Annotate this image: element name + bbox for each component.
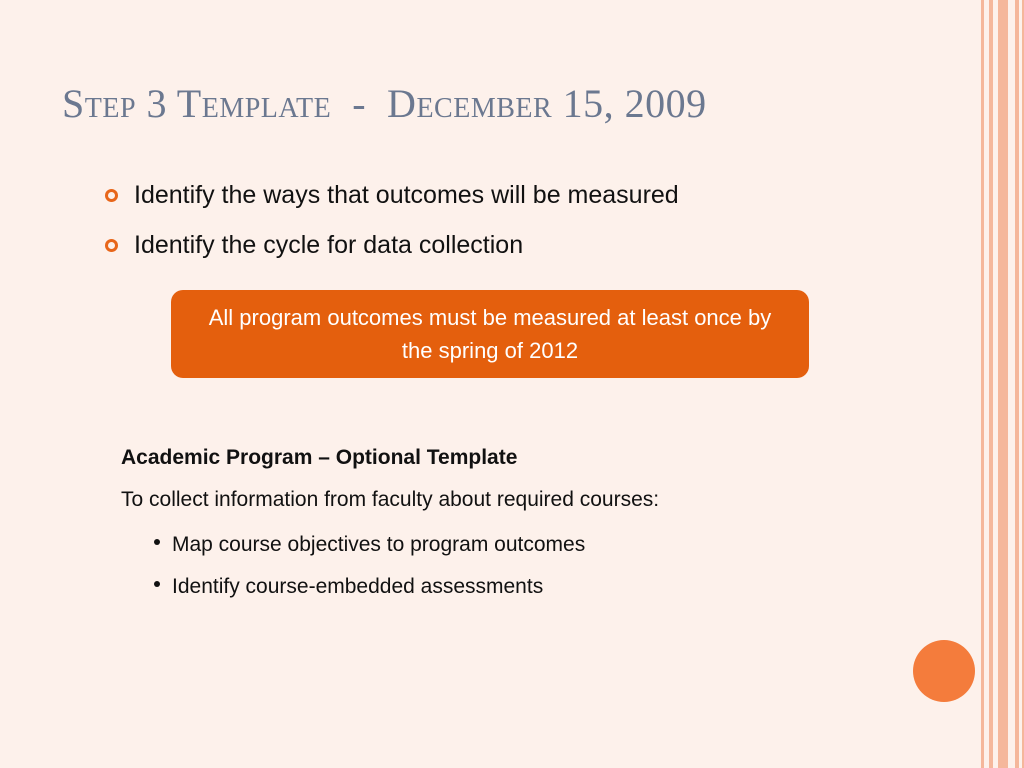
- sub-bullet-text: Identify course-embedded assessments: [172, 575, 544, 598]
- dot-bullet-icon: [154, 581, 160, 587]
- ring-bullet-icon: [105, 239, 118, 252]
- border-stripe: [1015, 0, 1019, 768]
- bullet-text: Identify the cycle for data collection: [134, 230, 524, 259]
- border-stripe: [989, 0, 993, 768]
- bullet-text: Identify the ways that outcomes will be measured: [134, 180, 679, 209]
- sub-bullet-item: [121, 524, 881, 566]
- callout-box: [171, 290, 809, 378]
- border-stripe: [998, 0, 1008, 768]
- sub-bullet-item: [121, 566, 881, 608]
- bullet-item: [105, 220, 679, 270]
- section-heading: Academic Program – Optional Template: [121, 446, 518, 469]
- slide-title: Step 3 Template - December 15, 2009: [62, 81, 707, 126]
- bullet-list: [105, 170, 679, 270]
- sub-bullet-text: Map course objectives to program outcomes: [172, 533, 586, 556]
- right-border-stripes: [980, 0, 1024, 768]
- template-section: [121, 440, 881, 608]
- sub-bullet-list: [121, 524, 881, 608]
- ring-bullet-icon: [105, 189, 118, 202]
- section-intro: To collect information from faculty about required courses:: [121, 488, 660, 511]
- decorative-circle: [913, 640, 975, 702]
- dot-bullet-icon: [154, 539, 160, 545]
- border-stripe: [981, 0, 984, 768]
- callout-text: All program outcomes must be measured at least once by the spring of 2012: [208, 305, 772, 363]
- bullet-item: [105, 170, 679, 220]
